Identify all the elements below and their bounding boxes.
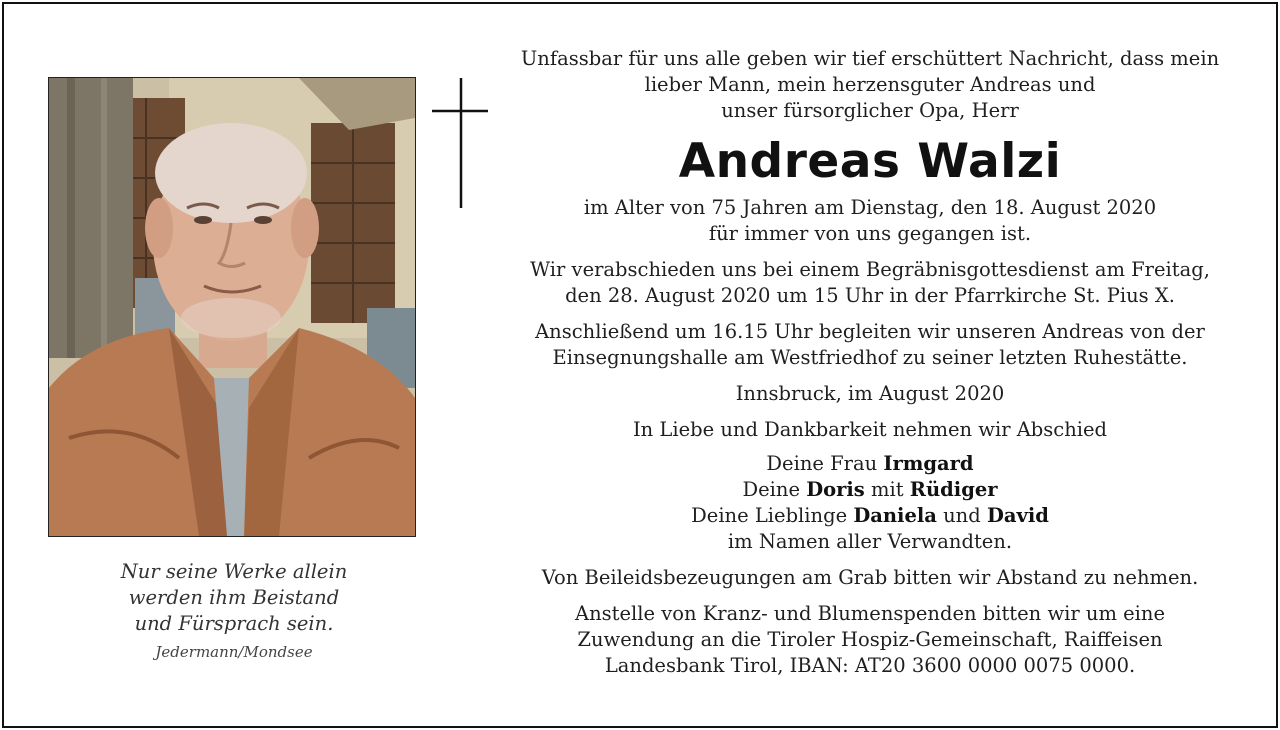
quote-line: und Fürsprach sein.: [134, 612, 334, 635]
mourner-line: Deine Frau Irmgard: [766, 452, 974, 475]
burial-line: Anschließend um 16.15 Uhr begleiten wir unseren Andreas von der: [535, 320, 1205, 343]
deceased-name: Andreas Walzi: [678, 134, 1062, 189]
death-line: für immer von uns gegangen ist.: [708, 222, 1032, 245]
intro-line: lieber Mann, mein herzensguter Andreas und: [644, 73, 1096, 96]
obituary-card: [2, 2, 1278, 728]
place-date: Innsbruck, im August 2020: [735, 382, 1005, 405]
farewell-line: In Liebe und Dankbarkeit nehmen wir Abschied: [632, 418, 1108, 441]
mourner-name: Daniela: [853, 504, 937, 527]
donation-line: Zuwendung an die Tiroler Hospiz-Gemeinschaft, Raiffeisen: [577, 628, 1163, 651]
mourner-line: im Namen aller Verwandten.: [727, 530, 1013, 553]
burial-line: Einsegnungshalle am Westfriedhof zu seiner letzten Ruhestätte.: [552, 346, 1188, 369]
quote-line: Nur seine Werke allein: [120, 560, 348, 583]
mourner-name: Doris: [806, 478, 865, 501]
mourner-line: Deine Doris mit Rüdiger: [742, 478, 998, 501]
donation-line: Anstelle von Kranz- und Blumenspenden bitten wir um eine: [574, 602, 1166, 625]
portrait-photo: [48, 77, 416, 537]
mourner-name: David: [986, 504, 1049, 527]
obituary-text: [490, 46, 1250, 679]
quote-source: Jedermann/Mondsee: [155, 643, 313, 661]
quote-line: werden ihm Beistand: [128, 586, 340, 609]
cross-icon: [432, 78, 490, 210]
intro-line: Unfassbar für uns alle geben wir tief erschüttert Nachricht, dass mein: [520, 47, 1220, 70]
condolence-note: Von Beileidsbezeugungen am Grab bitten wir Abstand zu nehmen.: [541, 566, 1199, 589]
mourner-name: Irmgard: [883, 452, 974, 475]
mourner-name: Rüdiger: [909, 478, 998, 501]
memorial-quote: [64, 559, 404, 667]
intro-line: unser fürsorglicher Opa, Herr: [721, 99, 1019, 122]
funeral-line: den 28. August 2020 um 15 Uhr in der Pfarrkirche St. Pius X.: [565, 284, 1175, 307]
mourner-line: Deine Lieblinge Daniela und David: [691, 504, 1049, 527]
funeral-line: Wir verabschieden uns bei einem Begräbnisgottesdienst am Freitag,: [530, 258, 1210, 281]
death-line: im Alter von 75 Jahren am Dienstag, den 18. August 2020: [583, 196, 1157, 219]
donation-line: Landesbank Tirol, IBAN: AT20 3600 0000 0075 0000.: [604, 654, 1136, 677]
